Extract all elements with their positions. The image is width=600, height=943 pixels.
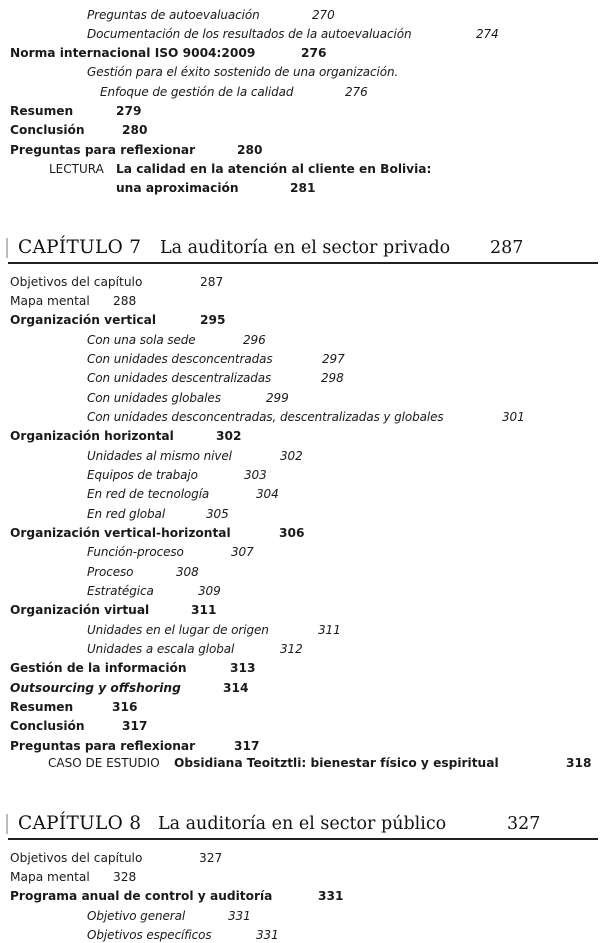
toc-entry-text: Objetivos específicos — [87, 928, 212, 942]
toc-entry-text: Unidades en el lugar de origen — [87, 623, 269, 637]
toc-entry-page: 276 — [301, 46, 327, 60]
toc-entry-page: 327 — [199, 851, 223, 865]
toc-entry-text: Organización vertical — [10, 313, 157, 327]
toc-entry-text: Organización vertical-horizontal — [10, 526, 231, 540]
toc-entry-page: 302 — [280, 449, 303, 463]
chapter-title: La auditoría en el sector público — [158, 814, 447, 834]
case-study-page: 318 — [566, 756, 592, 770]
toc-entry-page: 311 — [318, 623, 341, 637]
toc-entry-page: 306 — [279, 526, 305, 540]
toc-entry-page: 276 — [345, 85, 368, 99]
toc-entry-text: Estratégica — [87, 584, 154, 598]
toc-entry-page: 305 — [206, 507, 229, 521]
toc-entry-page: 270 — [312, 8, 335, 22]
case-study-title: Obsidiana Teoitztli: bienestar físico y espiritual — [174, 756, 499, 770]
chapter-label: CAPÍTULO 7 — [18, 237, 142, 258]
toc-entry-text: Con unidades descentralizadas — [87, 371, 272, 385]
toc-entry-page: 297 — [322, 352, 345, 366]
toc-entry-page: 302 — [216, 429, 242, 443]
toc-entry-text: Con unidades desconcentradas — [87, 352, 273, 366]
toc-entry-text: Organización horizontal — [10, 429, 174, 443]
toc-entry-text: Programa anual de control y auditoría — [10, 889, 273, 903]
toc-entry-text: Norma internacional ISO 9004:2009 — [10, 46, 256, 60]
toc-entry-page: 301 — [502, 410, 525, 424]
toc-entry-text: Unidades al mismo nivel — [87, 449, 232, 463]
toc-entry-page: 312 — [280, 642, 303, 656]
chapter-rule — [8, 838, 598, 840]
chapter-page: 327 — [507, 814, 541, 834]
toc-entry-page: 317 — [234, 739, 260, 753]
toc-entry-page: 299 — [266, 391, 289, 405]
toc-entry-text: Con una sola sede — [87, 333, 196, 347]
chapter-marker — [6, 238, 8, 258]
toc-entry-text: Preguntas para reflexionar — [10, 739, 196, 753]
toc-entry-text: Unidades a escala global — [87, 642, 235, 656]
toc-entry-text: Gestión de la información — [10, 661, 187, 675]
toc-entry-page: 295 — [200, 313, 226, 327]
reading-title: La calidad en la atención al cliente en Bolivia: — [116, 162, 432, 176]
toc-entry-page: 328 — [113, 870, 137, 884]
toc-entry-page: 314 — [223, 681, 249, 695]
toc-entry-page: 287 — [200, 275, 224, 289]
toc-entry-page: 303 — [244, 468, 267, 482]
toc-entry-page: 331 — [256, 928, 279, 942]
chapter-title: La auditoría en el sector privado — [160, 238, 451, 258]
toc-entry-page: 331 — [228, 909, 251, 923]
toc-entry-page: 274 — [476, 27, 499, 41]
toc-entry-text: Con unidades desconcentradas, descentralizadas y globales — [87, 410, 444, 424]
toc-entry-text: En red de tecnología — [87, 487, 210, 501]
toc-entry-text: Mapa mental — [10, 294, 90, 308]
toc-entry-text: Proceso — [87, 565, 134, 579]
toc-entry-text: Objetivos del capítulo — [10, 275, 143, 289]
toc-entry-text: Función-proceso — [87, 545, 184, 559]
chapter-marker — [6, 814, 8, 834]
toc-entry-page: 307 — [231, 545, 254, 559]
toc-entry-page: 304 — [256, 487, 279, 501]
case-study-label: CASO DE ESTUDIO — [48, 756, 160, 770]
toc-entry-page: 279 — [116, 104, 142, 118]
toc-entry-page: 280 — [237, 143, 263, 157]
toc-entry-text: Organización virtual — [10, 603, 150, 617]
toc-entry-text: Documentación de los resultados de la autoevaluación — [87, 27, 412, 41]
toc-entry-page: 280 — [122, 123, 148, 137]
toc-entry-text: Conclusión — [10, 719, 85, 733]
reading-label: LECTURA — [49, 162, 104, 176]
toc-entry-page: 288 — [113, 294, 137, 308]
toc-entry-page: 309 — [198, 584, 221, 598]
toc-entry-text: Outsourcing y offshoring — [10, 681, 181, 695]
reading-title: una aproximación — [116, 181, 239, 195]
toc-entry-text: En red global — [87, 507, 166, 521]
toc-entry-text: Objetivos del capítulo — [10, 851, 143, 865]
toc-entry-page: 313 — [230, 661, 256, 675]
toc-entry-page: 298 — [321, 371, 344, 385]
toc-entry-text: Resumen — [10, 104, 74, 118]
toc-entry-text: Conclusión — [10, 123, 85, 137]
toc-entry-page: 317 — [122, 719, 148, 733]
toc-entry-page: 296 — [243, 333, 266, 347]
chapter-page: 287 — [490, 238, 524, 258]
chapter-heading — [18, 812, 600, 836]
chapter-heading — [18, 236, 600, 260]
toc-entry-text: Preguntas de autoevaluación — [87, 8, 260, 22]
toc-entry-page: 311 — [191, 603, 217, 617]
toc-entry-text: Equipos de trabajo — [87, 468, 198, 482]
toc-entry-page: 281 — [290, 181, 316, 195]
toc-entry-text: Resumen — [10, 700, 74, 714]
toc-entry-text: Mapa mental — [10, 870, 90, 884]
chapter-label: CAPÍTULO 8 — [18, 813, 142, 834]
toc-entry-text: Preguntas para reflexionar — [10, 143, 196, 157]
toc-entry-page: 331 — [318, 889, 344, 903]
toc-entry-text: Objetivo general — [87, 909, 186, 923]
toc-entry-text: Con unidades globales — [87, 391, 221, 405]
chapter-rule — [8, 262, 598, 264]
toc-entry-page: 316 — [112, 700, 138, 714]
toc-entry-text: Enfoque de gestión de la calidad — [100, 85, 294, 99]
toc-entry-text: Gestión para el éxito sostenido de una organización. — [87, 65, 399, 79]
toc-entry-page: 308 — [176, 565, 199, 579]
